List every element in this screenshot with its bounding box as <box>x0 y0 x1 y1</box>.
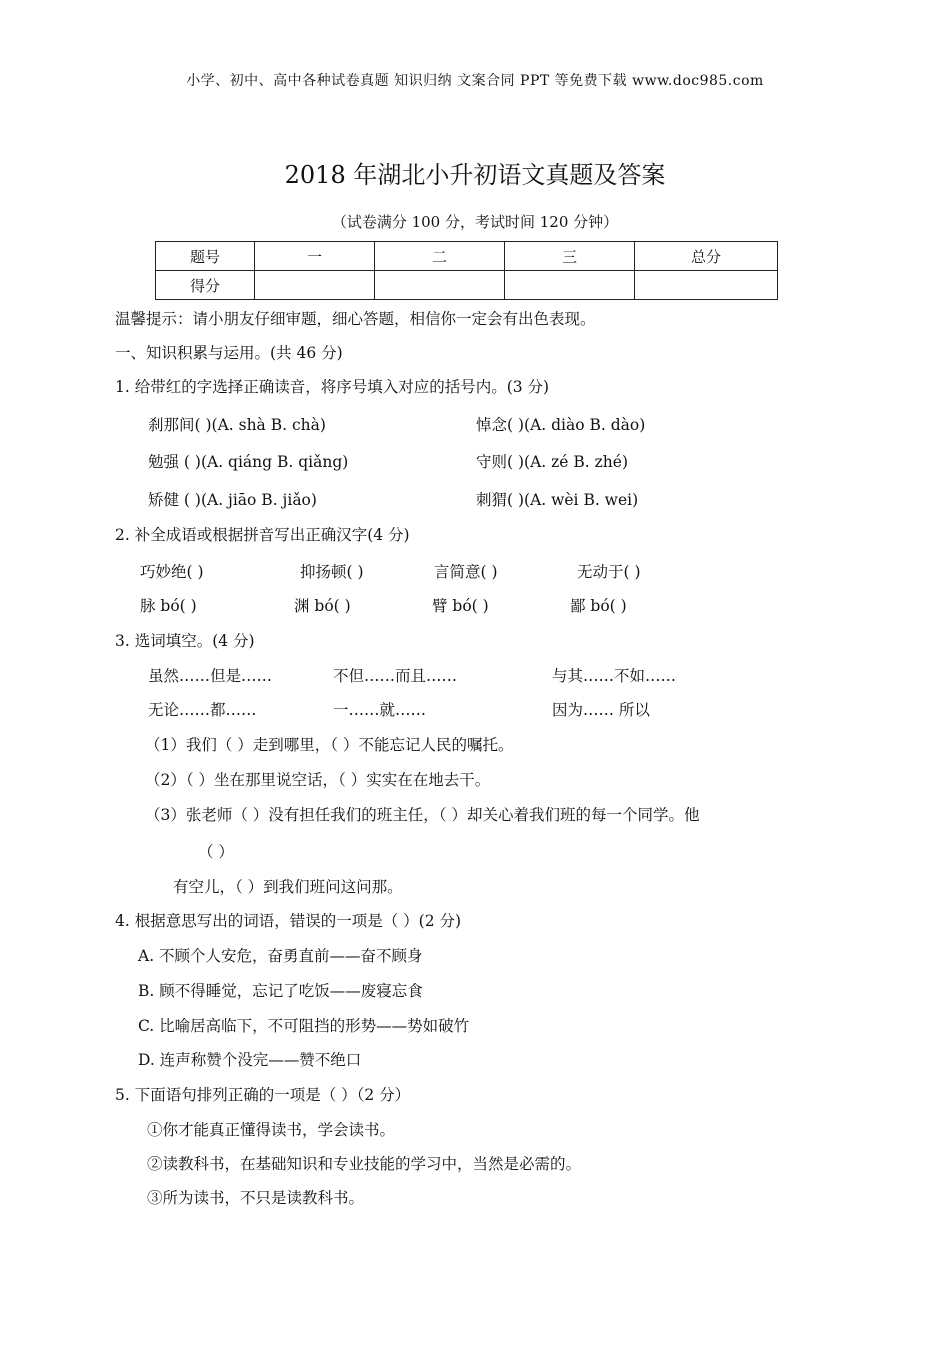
q1-item: 刺猬( )(A. wèi B. wei) <box>476 491 639 509</box>
table-cell: 题号 <box>156 242 255 271</box>
q2-item: 鄙 bó( ) <box>570 597 627 615</box>
table-cell: 二 <box>375 242 505 271</box>
question-stem: 2. 补全成语或根据拼音写出正确汉字(4 分) <box>115 526 410 544</box>
q5-line: ①你才能真正懂得读书，学会读书。 <box>147 1121 396 1139</box>
score-input-cell[interactable] <box>635 271 778 300</box>
table-cell: 一 <box>255 242 375 271</box>
table-cell: 总分 <box>635 242 778 271</box>
q3-option: 一……就…… <box>333 701 427 719</box>
table-row <box>156 242 778 271</box>
q5-line: ③所为读书，不只是读教科书。 <box>147 1189 365 1207</box>
q1-item: 悼念( )(A. diào B. dào) <box>476 416 646 434</box>
q2-item: 巧妙绝( ) <box>140 563 204 581</box>
q3-sentence: （1）我们（ ）走到哪里，（ ）不能忘记人民的嘱托。 <box>145 736 514 754</box>
q3-sentence: （2）（ ）坐在那里说空话，（ ）实实在在地去干。 <box>145 771 491 789</box>
q5-line: ②读教科书，在基础知识和专业技能的学习中，当然是必需的。 <box>147 1155 582 1173</box>
section-heading: 一、知识积累与运用。(共 46 分) <box>115 344 343 362</box>
question-stem: 3. 选词填空。(4 分) <box>115 632 255 650</box>
q3-option: 与其……不如…… <box>552 667 677 685</box>
question-stem: 5. 下面语句排列正确的一项是（ ）（2 分） <box>115 1086 411 1104</box>
q4-option-d: D. 连声称赞个没完——赞不绝口 <box>138 1051 362 1069</box>
q4-option-c: C. 比喻居高临下，不可阻挡的形势——势如破竹 <box>138 1017 470 1035</box>
exam-title: 2018 年湖北小升初语文真题及答案 <box>284 161 666 189</box>
question-stem: 1. 给带红的字选择正确读音，将序号填入对应的括号内。(3 分) <box>115 378 550 396</box>
score-input-cell[interactable] <box>375 271 505 300</box>
page-header: 小学、初中、高中各种试卷真题 知识归纳 文案合同 PPT 等免费下载 www.doc985.com <box>186 73 764 89</box>
tip-text: 温馨提示：请小朋友仔细审题，细心答题，相信你一定会有出色表现。 <box>115 310 596 328</box>
q3-sentence: 有空儿，（ ）到我们班问这问那。 <box>173 878 403 896</box>
table-cell: 得分 <box>156 271 255 300</box>
q3-option: 无论……都…… <box>148 701 257 719</box>
q2-item: 臂 bó( ) <box>432 597 489 615</box>
q3-sentence: （3）张老师（ ）没有担任我们的班主任，（ ）却关心着我们班的每一个同学。他 <box>145 806 700 824</box>
exam-subtitle: （试卷满分 100 分，考试时间 120 分钟） <box>331 213 619 231</box>
score-table <box>155 241 778 300</box>
q3-option: 因为…… 所以 <box>552 701 650 719</box>
question-stem: 4. 根据意思写出的词语，错误的一项是（ ）(2 分) <box>115 912 462 930</box>
q2-item: 渊 bó( ) <box>294 597 351 615</box>
score-input-cell[interactable] <box>505 271 635 300</box>
q2-item: 言简意( ) <box>434 563 498 581</box>
q2-item: 脉 bó( ) <box>140 597 197 615</box>
table-cell: 三 <box>505 242 635 271</box>
score-input-cell[interactable] <box>255 271 375 300</box>
q1-item: 矫健 ( )(A. jiāo B. jiǎo) <box>148 491 317 509</box>
q2-item: 抑扬顿( ) <box>300 563 364 581</box>
q1-item: 守则( )(A. zé B. zhé) <box>476 453 628 471</box>
table-row <box>156 271 778 300</box>
q4-option-b: B. 顾不得睡觉，忘记了吃饭——废寝忘食 <box>138 982 423 1000</box>
q3-sentence: （ ） <box>198 843 234 861</box>
q1-item: 刹那间( )(A. shà B. chà) <box>148 416 326 434</box>
q3-option: 不但……而且…… <box>333 667 458 685</box>
q4-option-a: A. 不顾个人安危，奋勇直前——奋不顾身 <box>138 947 423 965</box>
q2-item: 无动于( ) <box>577 563 641 581</box>
q3-option: 虽然……但是…… <box>148 667 273 685</box>
q1-item: 勉强 ( )(A. qiáng B. qiǎng) <box>148 453 349 471</box>
